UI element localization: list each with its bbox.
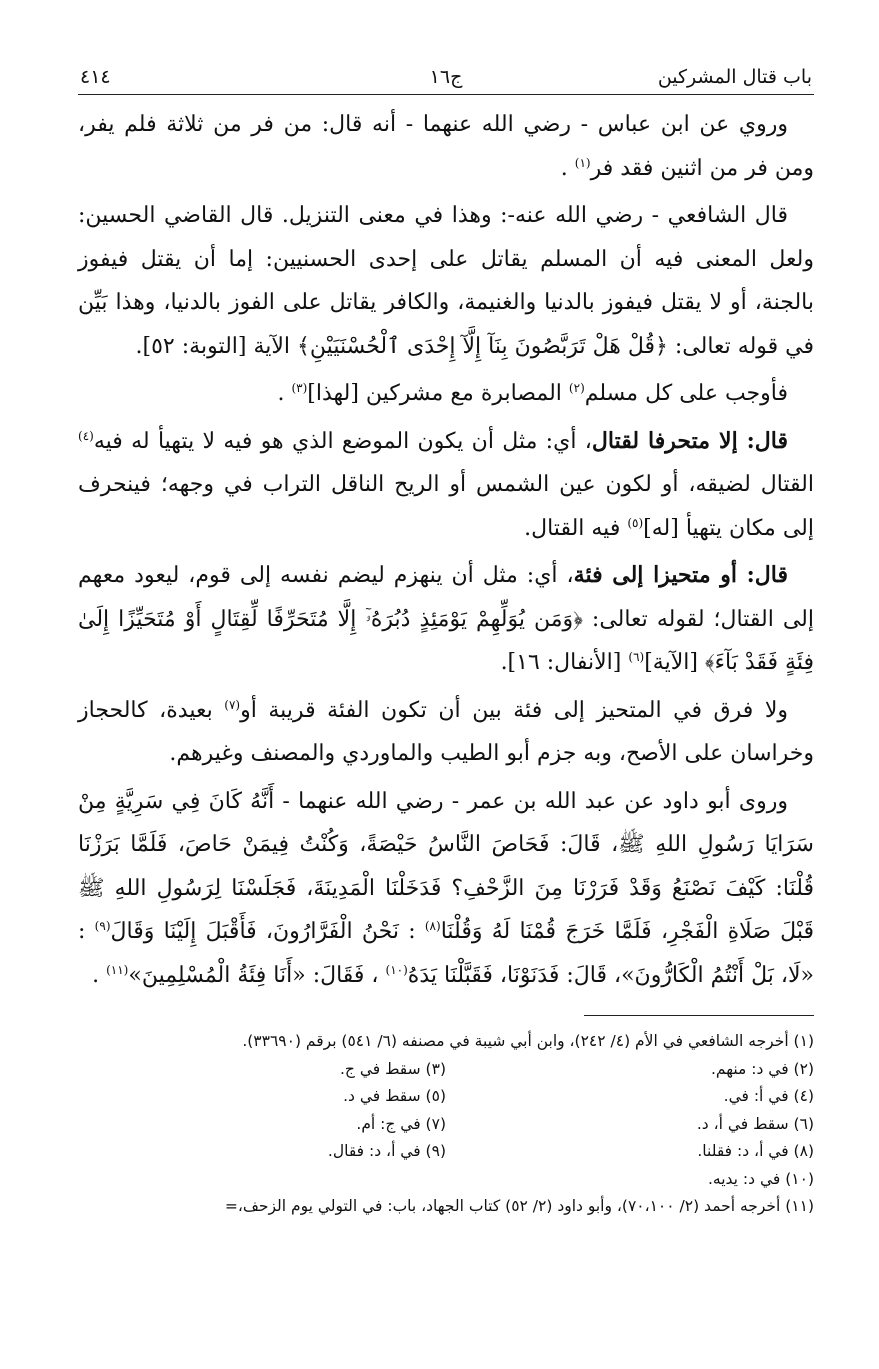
footnote-ref-7: (٧) xyxy=(224,697,241,712)
footnote-ref-8: (٨) xyxy=(424,919,441,933)
footnote-ref-2: (٢) xyxy=(568,381,585,395)
footnote-5: (٥) سقط في د. xyxy=(343,1087,446,1105)
footnote-7: (٧) في ج: أم. xyxy=(356,1114,446,1133)
footnote-2: (٢) في د: منهم. xyxy=(710,1059,814,1078)
footnote-ref-5: (٥) xyxy=(627,515,644,530)
footnote-1: (١) أخرجه الشافعي في الأم (٤/ ٢٤٢)، وابن أبي شيبة في مصنفه (٦/ ٥٤١) برقم (٣٣٦٩٠). xyxy=(242,1032,814,1050)
matn-phrase: قال: أو متحيزا إلى فئة xyxy=(573,562,788,588)
paragraph-4: قال: إلا متحرفا لقتال، أي: مثل أن يكون الموضع الذي هو فيه لا يتهيأ له فيه$^{(٤)}$ القتال لضيقه، أو لكون عين الشمس أو الريح الناقل التراب في وجهه؛ فينحرف إلى مكان يتهيأ [له]$^{(٥)}$ فيه القتال. xyxy=(78,427,814,541)
main-text xyxy=(78,103,814,997)
paragraph-3: فأوجب على كل مسلم$^{(٢)}$ المصابرة مع مشركين [لهذا]$^{(٣)}$ . xyxy=(277,381,788,406)
footnote-ref-1: (١) xyxy=(574,155,591,170)
paragraph-5: قال: أو متحيزا إلى فئة، أي: مثل أن ينهزم ليضم نفسه إلى قوم، ليعود معهم إلى القتال؛ لقوله تعالى: ﴿وَمَن يُوَلِّهِمْ يَوْمَئِذٍ دُبُرَهُۥٓ إِلَّا مُتَحَرِّفًا لِّقِتَالٍ أَوْ مُتَحَيِّزًا إِلَىٰ فِئَةٍ فَقَدْ بَآءَ﴾ [الآية]$^{(٦)}$ [الأنفال: ١٦]. xyxy=(78,562,814,675)
footnote-3: (٣) سقط في ج. xyxy=(339,1059,446,1078)
paragraph-6: ولا فرق في المتحيز إلى فئة بين أن تكون الفئة قريبة أو$^{(٧)}$ بعيدة، كالحجاز وخراسان على الأصح، وبه جزم أبو الطيب والماوردي والمصنف وغيرهم. xyxy=(78,697,814,766)
footnote-10: (١٠) في د: يديه. xyxy=(707,1169,814,1188)
footnote-6: (٦) سقط في أ، د. xyxy=(696,1114,814,1133)
page-number: ٤١٤ xyxy=(80,66,111,88)
footnote-ref-9: (٩) xyxy=(94,919,111,933)
footnote-8: (٨) في أ، د: فقلنا. xyxy=(697,1142,814,1160)
page-header xyxy=(78,60,814,95)
footnote-ref-11: (١١) xyxy=(106,962,129,977)
footnotes xyxy=(78,1028,814,1221)
footnote-ref-10: (١٠) xyxy=(385,962,408,977)
footnote-ref-4: (٤) xyxy=(78,428,94,443)
document-page xyxy=(78,60,814,1221)
paragraph-2: قال الشافعي - رضي الله عنه-: وهذا في معنى التنزيل. قال القاضي الحسين: ولعل المعنى فيه أن المسلم يقاتل على إحدى الحسنيين: إما أن يقتل فيفوز بالجنة، أو لا يقتل فيفوز بالدنيا والغنيمة، والكافر يقاتل على الفوز بالدنيا، وهذا بَيِّن في قوله تعالى: ﴿قُلْ هَلْ تَرَبَّصُونَ بِنَآ إِلَّآ إِحْدَى ٱلْحُسْنَيَيْنِ﴾ الآية [التوبة: ٥٢]. xyxy=(78,203,814,359)
footnote-ref-3: (٣) xyxy=(291,381,308,395)
paragraph-1: وروي عن ابن عباس - رضي الله عنهما - أنه قال: من فر من ثلاثة فلم يفر، ومن فر من اثنين فقد فر$^{(١)}$ . xyxy=(78,112,814,181)
footnote-ref-6: (٦) xyxy=(628,650,645,664)
footnote-divider xyxy=(584,1015,814,1016)
footnote-9: (٩) في أ، د: فقال. xyxy=(327,1142,446,1160)
matn-phrase: قال: إلا متحرفا لقتال xyxy=(591,427,789,454)
volume-label: ج١٦ xyxy=(429,66,463,88)
chapter-title: باب قتال المشركين xyxy=(657,66,812,88)
paragraph-7: وروى أبو داود عن عبد الله بن عمر - رضي الله عنهما - أَنَّهُ كَانَ فِي سَرِيَّةٍ مِنْ سَرَايَا رَسُولِ اللهِ ﷺ، قَالَ: فَحَاصَ النَّاسُ حَيْصَةً، وَكُنْتُ فِيمَنْ حَاصَ، فَلَمَّا بَرَزْنَا قُلْنَا: كَيْفَ نَصْنَعُ وَقَدْ فَرَرْنَا مِنَ الزَّحْفِ؟ فَدَخَلْنَا الْمَدِينَةَ، فَجَلَسْنَا لِرَسُولِ اللهِ ﷺ قَبْلَ صَلَاةِ الْفَجْرِ، فَلَمَّا خَرَجَ قُمْنَا لَهُ وَقُلْنَا$^{(٨)}$ : نَحْنُ الْفَرَّارُونَ، فَأَقْبَلَ إِلَيْنَا وَقَالَ$^{(٩)}$ : «لَا، بَلْ أَنْتُمُ الْكَارُّونَ»، قَالَ: فَدَنَوْنَا، فَقَبَّلْنَا يَدَهُ$^{(١٠)}$ ، فَقَالَ: «أَنَا فِئَةُ الْمُسْلِمِينَ»$^{(١١)}$ . xyxy=(78,788,814,988)
footnote-4: (٤) في أ: في. xyxy=(723,1087,814,1105)
footnote-11: (١١) أخرجه أحمد (٢/ ٧٠،١٠٠)، وأبو داود (٢/ ٥٢) كتاب الجهاد، باب: في التولي يوم الزحف،= xyxy=(224,1197,814,1215)
